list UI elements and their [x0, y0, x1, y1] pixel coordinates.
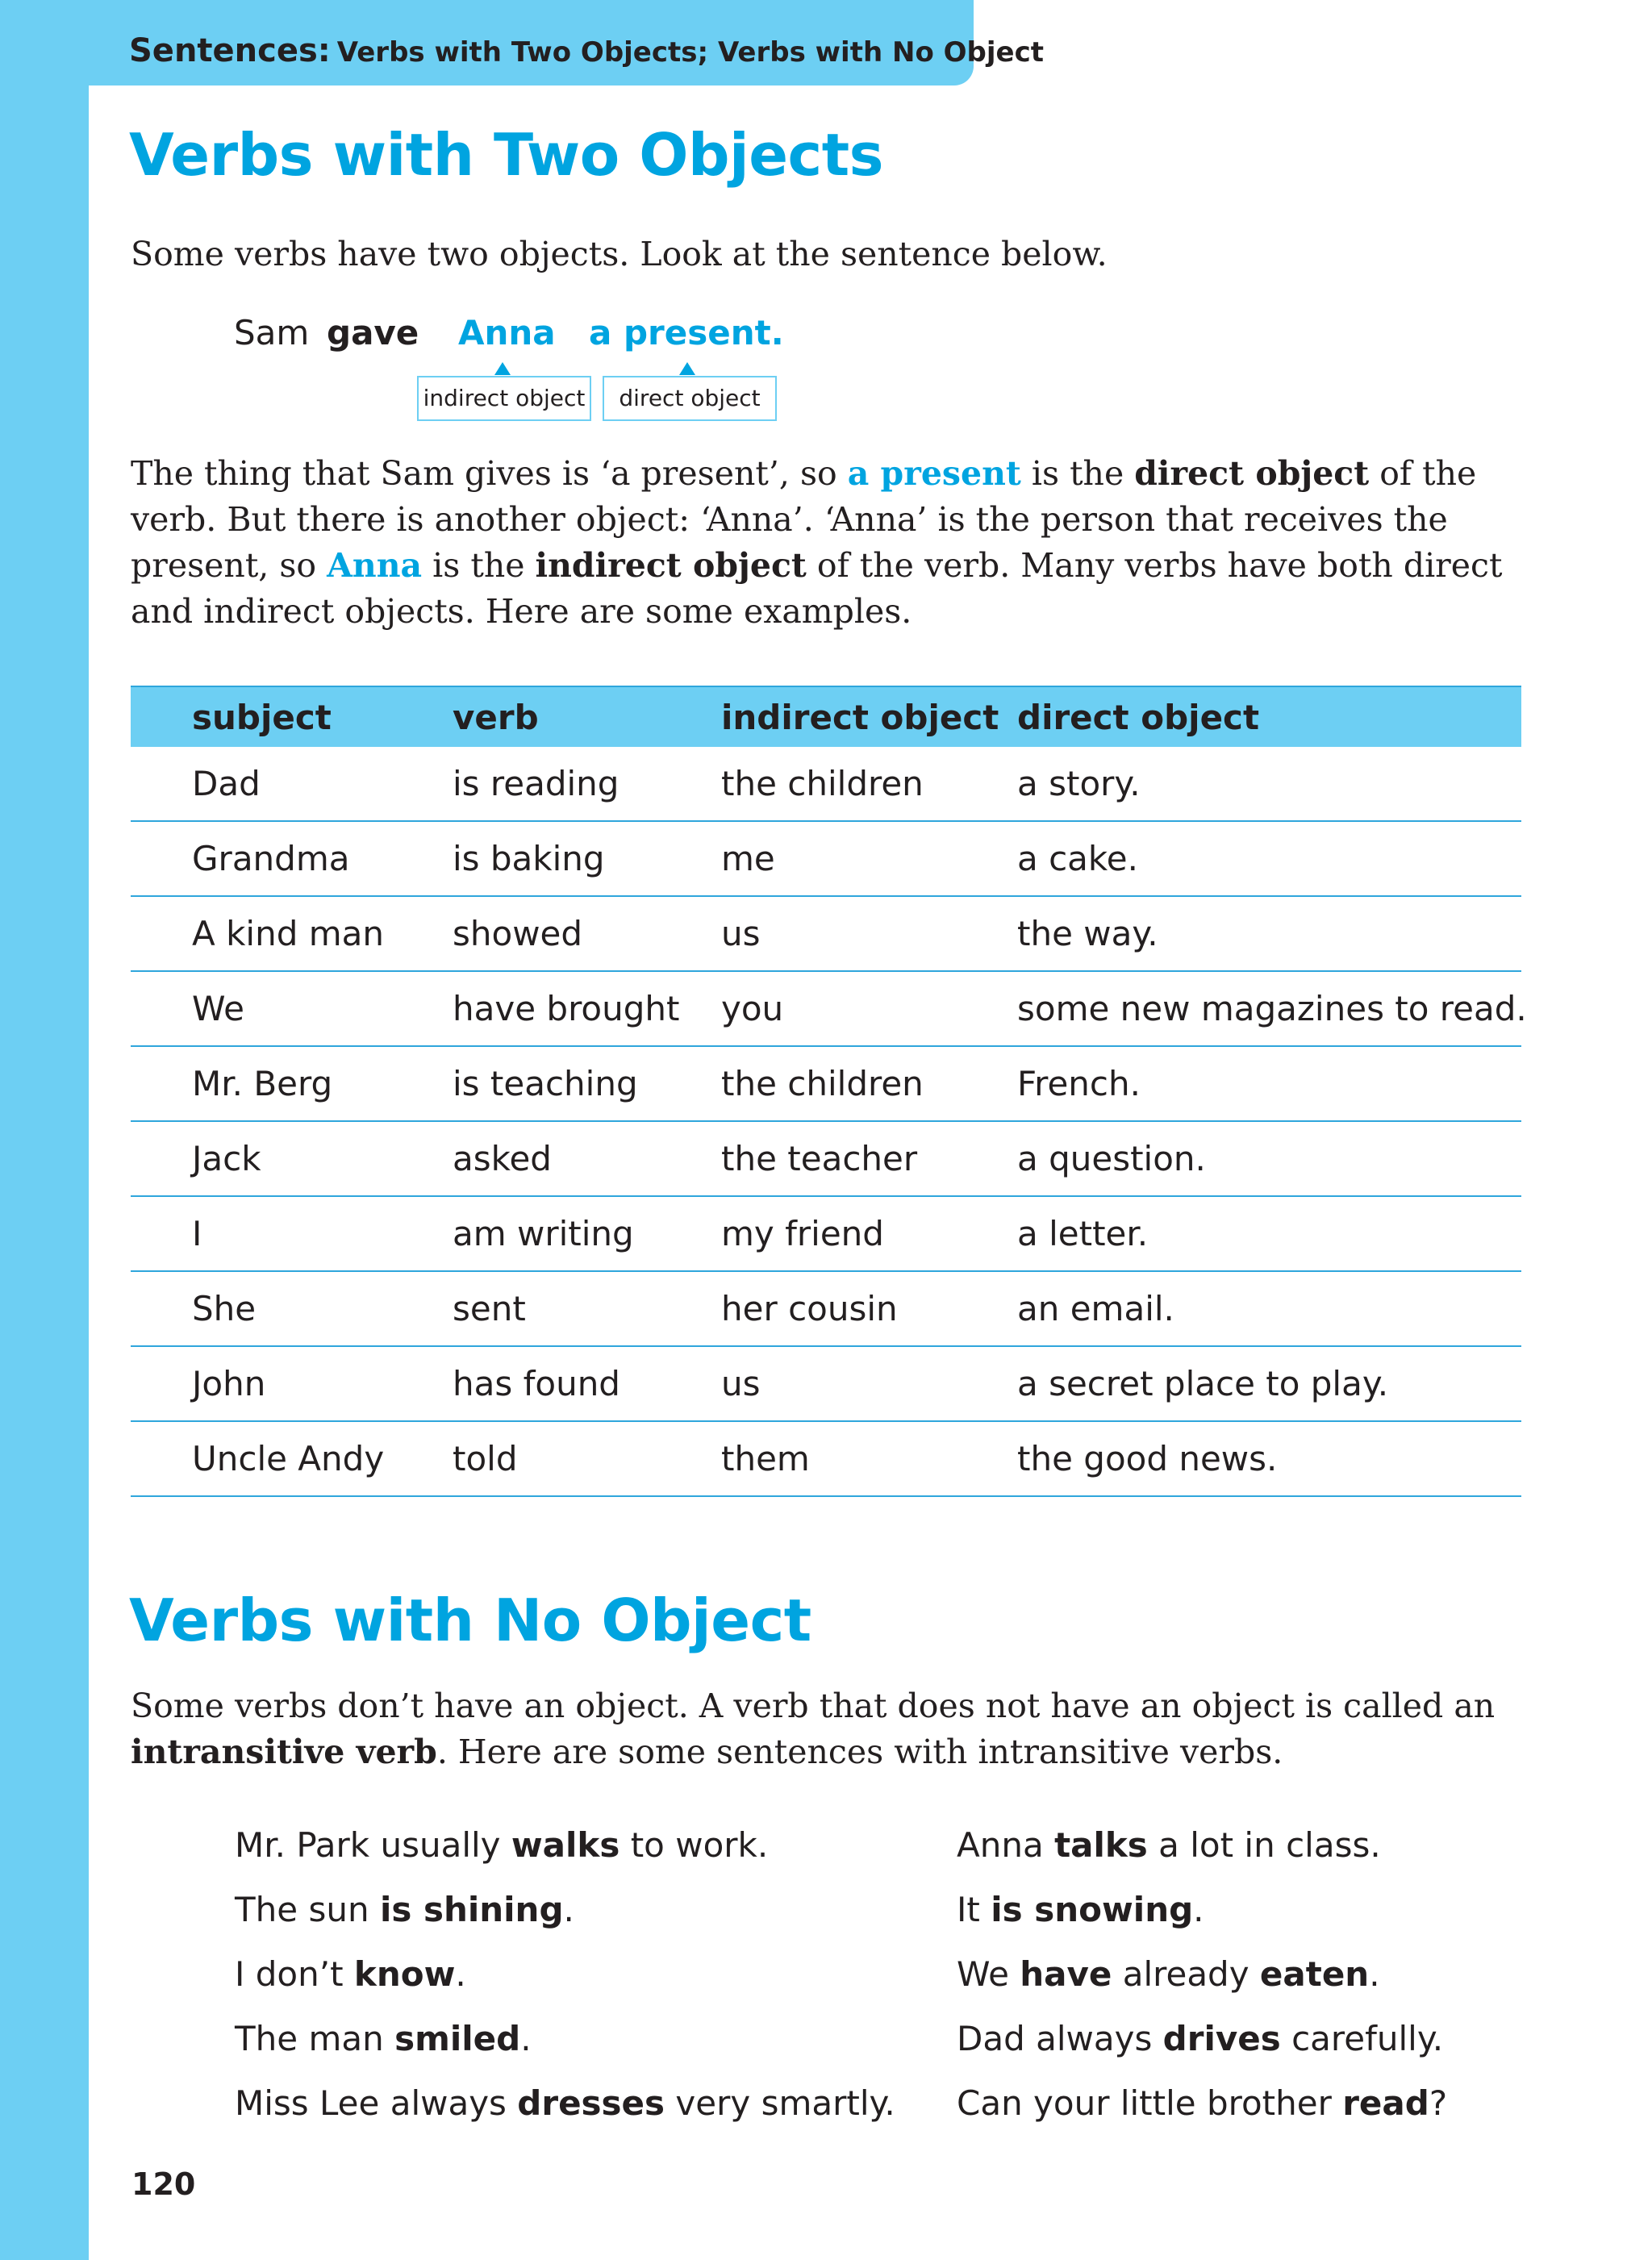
- explanation-text: of the verb. Many verbs have both direct and indirect objects. Here are some examples.: [131, 546, 1503, 631]
- table-row: [131, 972, 1527, 1047]
- example-sentence: [957, 1886, 1650, 1950]
- sentence-text: Anna: [957, 1825, 1055, 1865]
- indirect-object-arrow-icon: [494, 362, 511, 375]
- cell-subject: She: [192, 1289, 257, 1328]
- sentence-text: The sun: [235, 1890, 380, 1929]
- sentence-text: Can your little brother: [957, 2083, 1343, 2123]
- example-verb: gave: [327, 313, 419, 352]
- explanation-text: of the verb. But there is another object: ‘Anna’. ‘Anna’ is the person that receives the present, so: [131, 454, 1477, 585]
- page-number: 120: [131, 2166, 196, 2202]
- header-cell-subject: subject: [192, 698, 332, 737]
- direct-object-arrow-icon: [679, 362, 695, 375]
- intransitive-left-column: [235, 1821, 928, 2144]
- intransitive-verb: talks: [1054, 1825, 1148, 1865]
- example-sentence: [235, 1950, 928, 2015]
- example-sentence: [235, 1821, 928, 1886]
- cell-indirect-object: the teacher: [721, 1139, 918, 1178]
- explanation-text: The thing that Sam gives is ‘a present’, so: [131, 454, 848, 493]
- intro-text: Some verbs don’t have an object. A verb that does not have an object is called an: [131, 1687, 1496, 1725]
- sentence-text: The man: [235, 2019, 395, 2058]
- cell-subject: Mr. Berg: [192, 1064, 333, 1103]
- cell-subject: Grandma: [192, 839, 350, 878]
- intransitive-verb: know: [353, 1954, 456, 1994]
- cell-verb: sent: [453, 1289, 526, 1328]
- intro-text: . Here are some sentences with intransitive verbs.: [436, 1733, 1283, 1771]
- cell-verb: am writing: [453, 1214, 634, 1253]
- sentence-text: .: [455, 1954, 466, 1994]
- cell-indirect-object: us: [721, 914, 761, 953]
- intransitive-verb: read: [1342, 2083, 1429, 2123]
- example-sentence: [235, 2079, 928, 2144]
- cell-verb: has found: [453, 1364, 620, 1403]
- sentence-text: We: [957, 1954, 1020, 1994]
- cell-indirect-object: us: [721, 1364, 761, 1403]
- cell-verb: is reading: [453, 764, 620, 803]
- table-row: [131, 1122, 1521, 1197]
- example-sentence: [957, 2015, 1650, 2079]
- cell-direct-object: some new magazines to read.: [1017, 989, 1527, 1028]
- term-intransitive-verb: intransitive verb: [131, 1733, 437, 1771]
- sentence-text: .: [1193, 1890, 1204, 1929]
- sentence-text: to work.: [620, 1825, 769, 1865]
- section-title-two-objects: Verbs with Two Objects: [129, 121, 883, 189]
- example-direct-object: a present.: [589, 313, 784, 352]
- example-indirect-object: Anna: [458, 313, 556, 352]
- example-sentence: [957, 1950, 1650, 2015]
- cell-verb: showed: [453, 914, 583, 953]
- explanation-paragraph: [131, 451, 1534, 635]
- sentence-text: a lot in class.: [1147, 1825, 1381, 1865]
- sentence-text: Mr. Park usually: [235, 1825, 511, 1865]
- intro-paragraph: Some verbs have two objects. Look at the sentence below.: [131, 235, 1108, 273]
- cell-direct-object: an email.: [1017, 1289, 1174, 1328]
- cell-direct-object: a letter.: [1017, 1214, 1149, 1253]
- intransitive-right-column: [957, 1821, 1650, 2144]
- intransitive-verb: drives: [1162, 2019, 1281, 2058]
- cell-indirect-object: the children: [721, 1064, 924, 1103]
- cell-subject: Dad: [192, 764, 261, 803]
- examples-table: [131, 686, 1527, 1497]
- table-row: [131, 1272, 1521, 1347]
- cell-direct-object: a story.: [1017, 764, 1141, 803]
- cell-verb: have brought: [453, 989, 680, 1028]
- table-row: [131, 1197, 1521, 1272]
- term-direct-object: direct object: [1134, 454, 1370, 493]
- keyword-a-present: a present: [847, 454, 1021, 493]
- cell-subject: We: [192, 989, 244, 1028]
- table-header-row: [131, 686, 1521, 747]
- cell-direct-object: a cake.: [1017, 839, 1138, 878]
- cell-direct-object: a question.: [1017, 1139, 1206, 1178]
- example-sentence: [235, 1886, 928, 1950]
- intransitive-verb: walks: [511, 1825, 620, 1865]
- cell-indirect-object: them: [721, 1439, 810, 1478]
- cell-indirect-object: you: [721, 989, 784, 1028]
- running-header-text: [129, 32, 1044, 69]
- side-color-band: [0, 0, 89, 2260]
- direct-object-label: direct object: [603, 376, 777, 421]
- cell-subject: A kind man: [192, 914, 384, 953]
- cell-indirect-object: her cousin: [721, 1289, 898, 1328]
- header-sub-label: Verbs with Two Objects; Verbs with No Object: [336, 36, 1045, 69]
- keyword-anna: Anna: [327, 546, 423, 585]
- header-cell-verb: verb: [453, 698, 539, 737]
- sentence-text: very smartly.: [665, 2083, 895, 2123]
- term-indirect-object: indirect object: [535, 546, 807, 585]
- table-row: [131, 897, 1521, 972]
- sentence-text: .: [1369, 1954, 1380, 1994]
- cell-verb: asked: [453, 1139, 552, 1178]
- table-row: [131, 747, 1521, 822]
- table-body: [131, 747, 1527, 1497]
- table-row: [131, 1347, 1521, 1422]
- intransitive-verb: is shining: [379, 1890, 564, 1929]
- cell-direct-object: the way.: [1017, 914, 1158, 953]
- cell-verb: is teaching: [453, 1064, 638, 1103]
- cell-subject: Jack: [192, 1139, 261, 1178]
- cell-verb: is baking: [453, 839, 605, 878]
- cell-direct-object: French.: [1017, 1064, 1141, 1103]
- sentence-text: .: [520, 2019, 532, 2058]
- intransitive-verb: have: [1020, 1954, 1112, 1994]
- header-cell-direct-object: direct object: [1017, 698, 1260, 737]
- intransitive-intro-paragraph: [131, 1683, 1534, 1775]
- intransitive-verb: eaten: [1259, 1954, 1370, 1994]
- sentence-text: .: [563, 1890, 574, 1929]
- cell-subject: John: [192, 1364, 266, 1403]
- intransitive-verb: dresses: [517, 2083, 665, 2123]
- section-title-no-object: Verbs with No Object: [129, 1587, 811, 1654]
- cell-subject: Uncle Andy: [192, 1439, 385, 1478]
- table-row: [131, 1047, 1521, 1122]
- cell-indirect-object: the children: [721, 764, 924, 803]
- cell-indirect-object: my friend: [721, 1214, 884, 1253]
- cell-indirect-object: me: [721, 839, 775, 878]
- example-subject: Sam: [234, 313, 310, 352]
- sentence-text: Dad always: [957, 2019, 1163, 2058]
- sentence-text: carefully.: [1280, 2019, 1444, 2058]
- intransitive-verb: smiled: [394, 2019, 521, 2058]
- indirect-object-label: indirect object: [417, 376, 591, 421]
- intransitive-verb: is snowing: [991, 1890, 1194, 1929]
- cell-direct-object: a secret place to play.: [1017, 1364, 1389, 1403]
- sentence-text: It: [957, 1890, 991, 1929]
- header-cell-indirect-object: indirect object: [721, 698, 999, 737]
- cell-direct-object: the good news.: [1017, 1439, 1278, 1478]
- header-main-label: Sentences:: [129, 32, 331, 69]
- explanation-text: is the: [1020, 454, 1135, 493]
- example-sentence: [957, 1821, 1650, 1886]
- table-row: [131, 1422, 1521, 1497]
- sentence-text: already: [1112, 1954, 1260, 1994]
- cell-subject: I: [192, 1214, 202, 1253]
- sentence-text: I don’t: [235, 1954, 354, 1994]
- cell-verb: told: [453, 1439, 518, 1478]
- table-row: [131, 822, 1521, 897]
- sentence-text: ?: [1429, 2083, 1448, 2123]
- sentence-text: Miss Lee always: [235, 2083, 518, 2123]
- example-sentence: [957, 2079, 1650, 2144]
- explanation-text: is the: [422, 546, 536, 585]
- running-header: [0, 0, 1045, 85]
- example-sentence: [235, 2015, 928, 2079]
